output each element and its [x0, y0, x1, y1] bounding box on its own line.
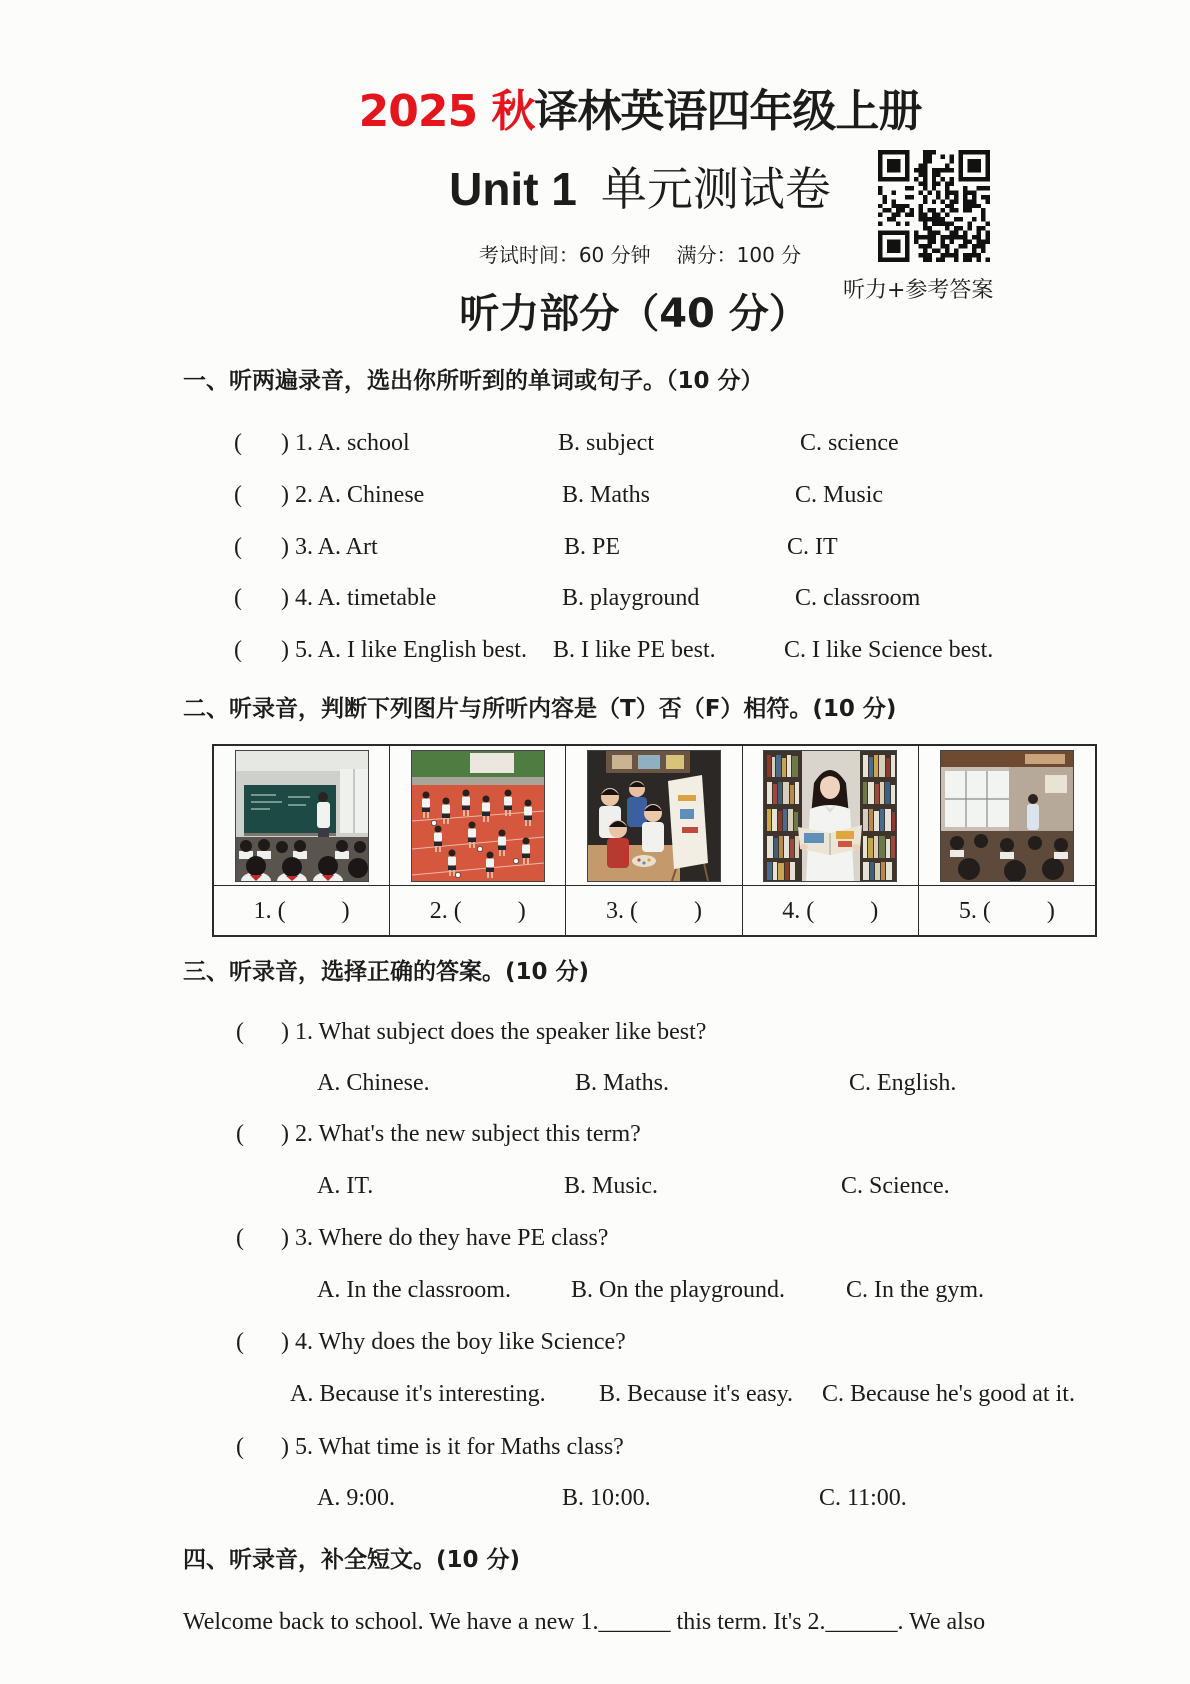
option-a: A. Chinese. — [317, 1070, 430, 1096]
option-b: B. playground — [562, 585, 700, 611]
option-b: B. On the playground. — [571, 1277, 785, 1303]
poster — [612, 755, 632, 769]
picture-answer-2 — [430, 896, 526, 926]
title-book-name: 译林英语四年级上册 — [534, 86, 922, 137]
answer-label: 3. ( — [605, 897, 638, 924]
answer-cell-5 — [919, 886, 1095, 935]
notice-board — [1045, 775, 1067, 793]
photo-1-classroom — [236, 751, 368, 881]
option-a: ) 1. A. school — [281, 430, 410, 456]
section-3-question-1 — [0, 1017, 1190, 1047]
answer-label: 1. ( — [253, 897, 286, 924]
option-a: A. Because it's interesting. — [290, 1381, 546, 1407]
hand — [800, 844, 808, 850]
option-c: C. 11:00. — [819, 1485, 907, 1511]
question-text: ) 1. What subject does the speaker like best? — [281, 1019, 707, 1045]
section-1-heading: 一、听两遍录音，选出你所听到的单词或句子。（10 分） — [183, 368, 764, 394]
answer-bracket: ( — [234, 430, 242, 456]
photo-5-classroom-windows — [941, 751, 1073, 881]
answer-bracket: ( — [234, 534, 242, 560]
question-text: ) 4. Why does the boy like Science? — [281, 1329, 626, 1355]
section-1-question-3 — [0, 532, 1190, 562]
unit-label: Unit 1 — [449, 163, 577, 215]
section-3-options-4 — [0, 1379, 1190, 1409]
option-b: B. PE — [564, 534, 621, 560]
student — [607, 820, 629, 868]
answer-cell-3 — [566, 886, 742, 935]
answer-label: 4. ( — [782, 897, 815, 924]
picture-cell-3 — [566, 746, 742, 886]
option-c: C. IT — [787, 534, 838, 560]
option-c: C. classroom — [795, 585, 921, 611]
option-c: C. In the gym. — [846, 1277, 984, 1303]
question-text: ) 5. What time is it for Maths class? — [281, 1434, 624, 1460]
section-1-question-4 — [0, 583, 1190, 613]
question-text: ) 2. What's the new subject this term? — [281, 1121, 641, 1147]
poster — [666, 755, 684, 769]
option-a: ) 4. A. timetable — [281, 585, 437, 611]
section-3-options-2 — [0, 1171, 1190, 1201]
qr-caption: 听力+参考答案 — [843, 278, 994, 303]
option-a: ) 5. A. I like English best. — [281, 637, 527, 663]
section-3-question-2 — [0, 1119, 1190, 1149]
qr-code — [878, 150, 990, 262]
section-1-question-5 — [0, 635, 1190, 665]
answer-bracket: ( — [236, 1225, 244, 1251]
full-marks: 满分：100 分 — [676, 243, 802, 267]
answer-bracket: ( — [234, 482, 242, 508]
book-picture — [838, 841, 852, 847]
section-1-question-2 — [0, 480, 1190, 510]
answer-label: 2. ( — [429, 897, 462, 924]
option-a: A. In the classroom. — [317, 1277, 511, 1303]
poster — [638, 755, 660, 769]
answer-bracket-close: ) — [693, 897, 702, 924]
option-b: B. I like PE best. — [553, 637, 716, 663]
option-b: B. Because it's easy. — [599, 1381, 794, 1407]
school-building — [470, 753, 514, 773]
answer-bracket-close: ) — [1046, 897, 1055, 924]
section-3-options-5 — [0, 1483, 1190, 1513]
section-4-heading: 四、听录音，补全短文。(10 分) — [183, 1547, 521, 1573]
answer-bracket: ( — [234, 585, 242, 611]
section-3-options-1 — [0, 1068, 1190, 1098]
book-picture — [836, 831, 854, 839]
exam-time: 考试时间：60 分钟 — [478, 243, 651, 267]
sign-plate — [1025, 754, 1065, 764]
picture-cell-2 — [390, 746, 566, 886]
option-a: A. IT. — [317, 1173, 374, 1199]
answer-bracket-close: ) — [517, 897, 526, 924]
photo-2-playground — [412, 751, 544, 881]
section-3-question-4 — [0, 1327, 1190, 1357]
option-b: B. Maths — [562, 482, 651, 508]
picture-answer-4 — [782, 896, 878, 926]
student — [627, 781, 647, 827]
section-3-heading: 三、听录音，选择正确的答案。(10 分) — [183, 959, 590, 985]
cloze-passage: Welcome back to school. We have a new 1.______ this term. It's 2.______. We also — [183, 1609, 986, 1635]
picture-answer-1 — [254, 896, 350, 926]
answer-bracket-close: ) — [341, 897, 350, 924]
option-b: B. Music. — [564, 1173, 659, 1199]
question-text: ) 3. Where do they have PE class? — [281, 1225, 609, 1251]
answer-bracket: ( — [236, 1329, 244, 1355]
option-a: ) 2. A. Chinese — [281, 482, 425, 508]
answer-cell-4 — [743, 886, 919, 935]
answer-bracket-close: ) — [870, 897, 879, 924]
section-1-question-1 — [0, 428, 1190, 458]
paint-palette — [632, 855, 656, 867]
teacher — [1027, 794, 1039, 830]
answer-bracket: ( — [236, 1121, 244, 1147]
hand — [852, 844, 860, 850]
picture-answer-5 — [959, 896, 1055, 926]
picture-answer-3 — [606, 896, 702, 926]
option-c: C. science — [800, 430, 899, 456]
answer-bracket: ( — [234, 637, 242, 663]
option-b: B. subject — [558, 430, 654, 456]
fence — [412, 777, 544, 785]
book-picture — [804, 833, 824, 843]
test-name: 单元测试卷 — [600, 162, 831, 216]
ceiling — [236, 751, 368, 771]
picture-cell-5 — [919, 746, 1095, 886]
answer-label: 5. ( — [958, 897, 991, 924]
option-c: C. English. — [849, 1070, 957, 1096]
paper-title — [300, 84, 980, 140]
option-c: C. Science. — [841, 1173, 950, 1199]
picture-judgement-table — [212, 744, 1097, 937]
photo-3-art-class — [588, 751, 720, 881]
answer-cell-2 — [390, 886, 566, 935]
answer-bracket: ( — [236, 1019, 244, 1045]
option-c: C. Music — [795, 482, 884, 508]
title-year-season: 2025 秋 — [358, 86, 535, 137]
section-3-question-5 — [0, 1432, 1190, 1462]
photo-4-library-reading — [764, 751, 896, 881]
option-a: A. 9:00. — [317, 1485, 395, 1511]
option-c: C. I like Science best. — [784, 637, 994, 663]
answer-cell-1 — [214, 886, 390, 935]
section-3-options-3 — [0, 1275, 1190, 1305]
listening-part-title: 听力部分（40 分） — [459, 291, 809, 337]
section-3-question-3 — [0, 1223, 1190, 1253]
section-2-heading: 二、听录音，判断下列图片与所听内容是（T）否（F）相符。(10 分) — [183, 696, 897, 722]
student — [642, 804, 664, 852]
picture-cell-1 — [214, 746, 390, 886]
option-c: C. Because he's good at it. — [822, 1381, 1075, 1407]
picture-cell-4 — [743, 746, 919, 886]
option-b: B. Maths. — [575, 1070, 670, 1096]
option-b: B. 10:00. — [562, 1485, 651, 1511]
option-a: ) 3. A. Art — [281, 534, 378, 560]
answer-bracket: ( — [236, 1434, 244, 1460]
